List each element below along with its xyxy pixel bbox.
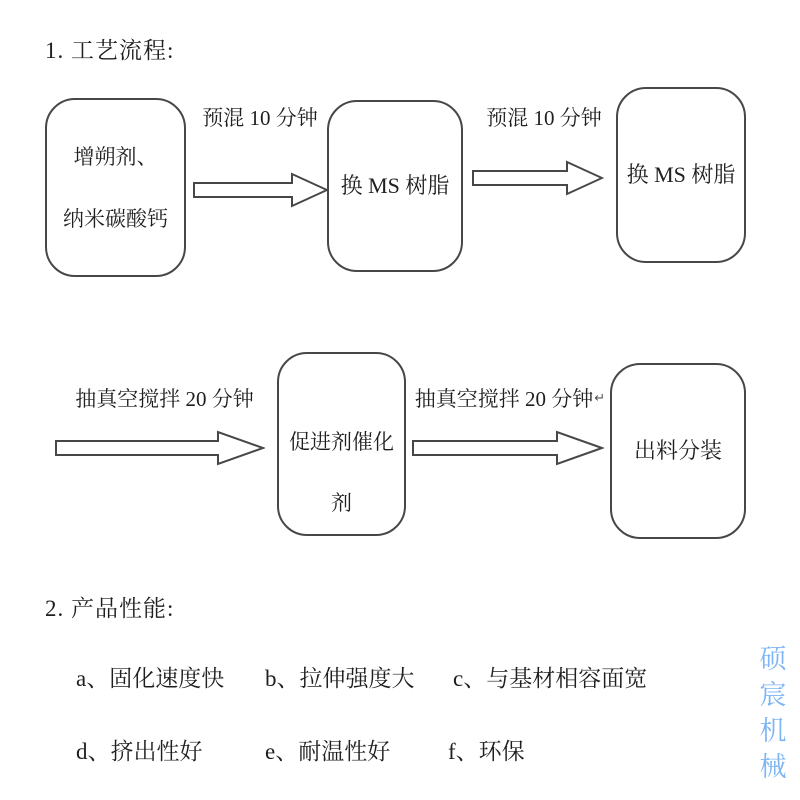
flow-box-text: 出料分装 (633, 438, 722, 463)
flow-box-text: 剂 (331, 491, 352, 515)
arrow-label-text: 抽真空搅拌 20 分钟 (414, 387, 594, 411)
flow-box-ms-resin-2 (616, 87, 746, 263)
watermark-char: 械 (759, 752, 787, 782)
perf-item-d: d、挤出性好 (76, 739, 203, 764)
paragraph-return-icon: ↵ (594, 390, 606, 405)
premix-10min-label-2 (478, 102, 610, 132)
vacuum-stir-20min-label-2 (410, 383, 610, 413)
arrow-label-text: 抽真空搅拌 20 分钟 (75, 387, 254, 411)
performance-section-title: 2. 产品性能: (45, 596, 175, 621)
flow-box-text: 增朔剂、 (73, 144, 158, 169)
watermark-char: 宸 (759, 680, 787, 710)
arrow-right-icon (55, 426, 265, 470)
arrow-right-icon (193, 168, 329, 212)
arrow-label-text: 预混 10 分钟 (202, 106, 318, 130)
process-section-title: 1. 工艺流程: (45, 38, 175, 63)
flow-box-text: 纳米碳酸钙 (63, 206, 168, 231)
arrow-label-text: 预混 10 分钟 (486, 106, 602, 130)
flow-box-plasticizer-nano-caco3 (45, 98, 186, 277)
perf-item-a: a、固化速度快 (76, 666, 225, 691)
perf-item-b: b、拉伸强度大 (265, 666, 415, 691)
watermark-char: 硕 (759, 644, 787, 674)
vacuum-stir-20min-label-1 (62, 383, 267, 413)
perf-item-c: c、与基材相容面宽 (453, 666, 648, 691)
flow-box-ms-resin-1 (327, 100, 463, 272)
flow-box-text: 换 MS 树脂 (626, 162, 736, 187)
flow-box-text: 促进剂催化 (289, 430, 394, 454)
premix-10min-label-1 (190, 102, 330, 132)
watermark-char: 机 (759, 716, 787, 746)
perf-item-f: f、环保 (448, 739, 525, 764)
arrow-right-icon (472, 156, 604, 200)
flow-box-discharge-packaging (610, 363, 746, 539)
watermark-shuochen-jixie (757, 646, 789, 781)
flow-box-text: 换 MS 树脂 (340, 173, 450, 198)
flow-box-accelerator-catalyst (277, 352, 406, 536)
arrow-right-icon (412, 426, 604, 470)
perf-item-e: e、耐温性好 (265, 739, 391, 764)
